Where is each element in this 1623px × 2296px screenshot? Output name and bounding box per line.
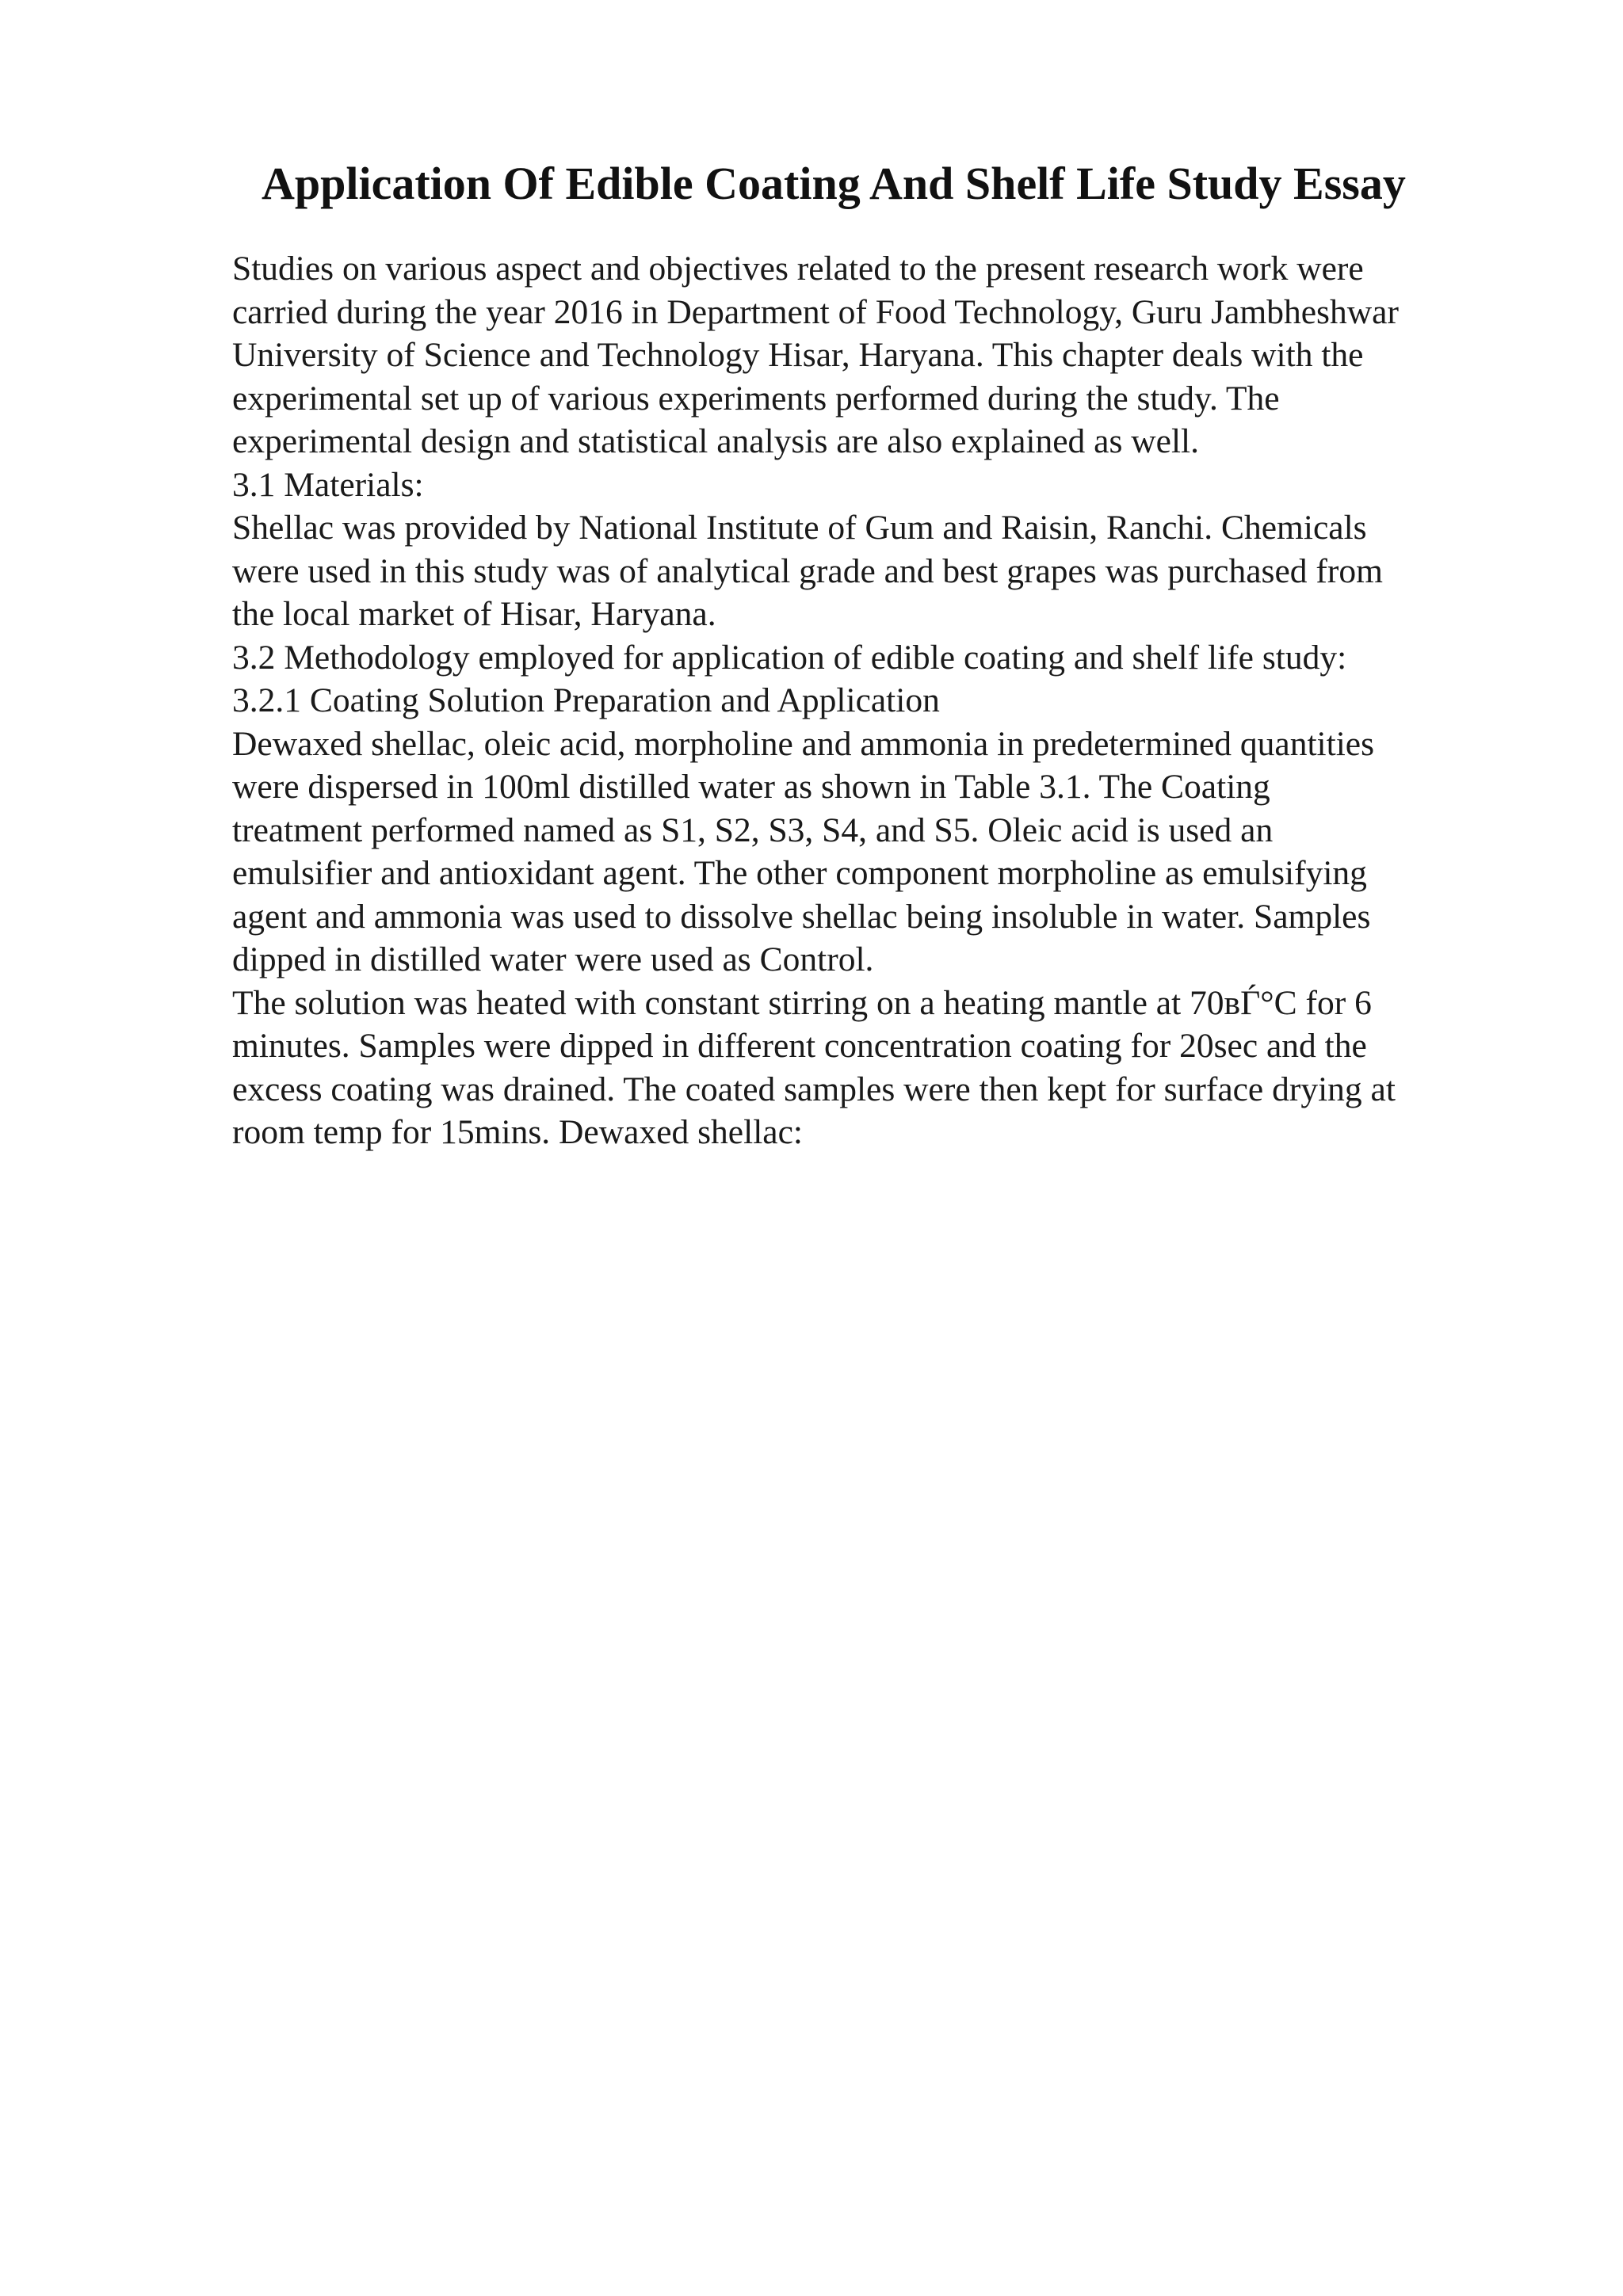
text-line: emulsifier and antioxidant agent. The other component morpholine as emulsifying xyxy=(232,854,1367,892)
text-line: experimental design and statistical analysis are also explained as well. xyxy=(232,422,1200,460)
text-line: Dewaxed shellac, oleic acid, morpholine and ammonia in predetermined quantities xyxy=(232,724,1375,763)
text-line: agent and ammonia was used to dissolve shellac being insoluble in water. Samples xyxy=(232,897,1371,936)
text-line: were dispersed in 100ml distilled water as shown in Table 3.1. The Coating xyxy=(232,768,1270,806)
text-line: room temp for 15mins. Dewaxed shellac: xyxy=(232,1113,803,1151)
text-line: Shellac was provided by National Institute of Gum and Raisin, Ranchi. Chemicals xyxy=(232,509,1367,547)
body-text xyxy=(232,247,1516,1154)
text-line: minutes. Samples were dipped in different concentration coating for 20sec and the xyxy=(232,1027,1367,1065)
subsection-heading-coating-solution: 3.2.1 Coating Solution Preparation and Application xyxy=(232,681,940,719)
text-line: treatment performed named as S1, S2, S3, S4, and S5. Oleic acid is used an xyxy=(232,810,1274,849)
text-line: dipped in distilled water were used as Control. xyxy=(232,940,874,978)
page-title: Application Of Edible Coating And Shelf Life Study Essay xyxy=(262,158,1406,209)
text-line: the local market of Hisar, Haryana. xyxy=(232,595,716,633)
section-heading-methodology: 3.2 Methodology employed for application of edible coating and shelf life study: xyxy=(232,638,1347,677)
text-line: University of Science and Technology Hisar, Haryana. This chapter deals with the xyxy=(232,336,1364,374)
text-line: Studies on various aspect and objectives related to the present research work were xyxy=(232,250,1364,288)
text-line: were used in this study was of analytical grade and best grapes was purchased from xyxy=(232,551,1383,590)
section-heading-materials: 3.1 Materials: xyxy=(232,465,424,504)
text-line: The solution was heated with constant stirring on a heating mantle at 70вЃ°C for 6 xyxy=(232,983,1372,1022)
text-line: excess coating was drained. The coated samples were then kept for surface drying at xyxy=(232,1070,1396,1108)
text-line: experimental set up of various experiments performed during the study. The xyxy=(232,379,1280,418)
text-line: carried during the year 2016 in Department of Food Technology, Guru Jambheshwar xyxy=(232,292,1399,331)
